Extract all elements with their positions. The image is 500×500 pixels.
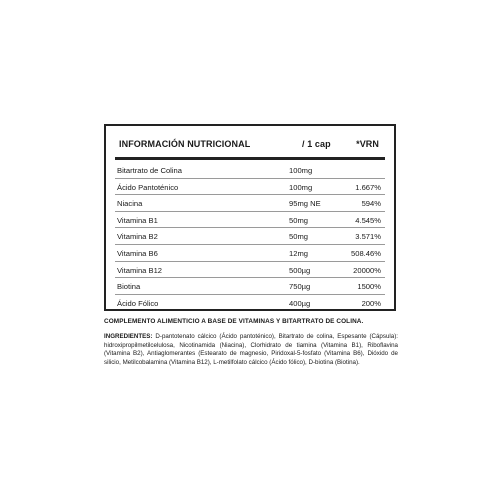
table-row <box>115 278 385 295</box>
product-description: COMPLEMENTO ALIMENTICIO A BASE DE VITAMINAS Y BITARTRATO DE COLINA. <box>104 318 364 325</box>
nutrient-name: Ácido Fólico <box>117 298 159 308</box>
nutrient-name: Vitamina B12 <box>117 265 163 275</box>
table-title: INFORMACIÓN NUTRICIONAL <box>119 139 251 149</box>
nutrient-vrn: 20000% <box>353 265 381 275</box>
quantity-header: / 1 cap <box>302 139 331 149</box>
nutrient-amount: 100mg <box>289 182 313 192</box>
nutrient-name: Niacina <box>117 199 143 209</box>
nutrient-amount: 500µg <box>289 265 311 275</box>
nutrient-amount: 50mg <box>289 215 308 225</box>
header-divider <box>115 157 385 160</box>
nutrient-vrn: 594% <box>361 199 381 209</box>
table-row <box>115 262 385 279</box>
ingredients-label: INGREDIENTES: <box>104 333 153 340</box>
nutrient-name: Biotina <box>117 282 141 292</box>
table-row <box>115 295 385 311</box>
table-row <box>115 212 385 229</box>
ingredients-text: D-pantotenato cálcico (Ácido pantoténico), Bitartrato de colina, Espesante (Cápsula): hidroxipropilmetilcelulosa, Nicotinamida (Niacina), Clorhidrato de tiamina (Vitamina B1), Riboflavina (Vitamina B2), Antiaglomerantes (Estearato de magnesio, Piridoxal-5-fosfato (Vitamina B6), Dióxido de silicio, Metilcobalamina (Vitamina B12), L-metilfolato cálcico (Ácido fólico), D-biotina (Biotina). <box>104 333 398 366</box>
nutrient-amount: 12mg <box>289 248 308 258</box>
nutrient-vrn: 3.571% <box>355 232 381 242</box>
nutrient-amount: 100mg <box>289 166 313 175</box>
nutrient-name: Ácido Pantoténico <box>117 182 179 192</box>
nutrient-vrn: 4.545% <box>355 215 381 225</box>
nutrient-vrn: 508.46% <box>351 248 381 258</box>
table-header <box>106 126 394 159</box>
table-row <box>115 195 385 212</box>
table-row <box>115 245 385 262</box>
nutrient-name: Bitartrato de Colina <box>117 166 183 175</box>
nutrient-name: Vitamina B1 <box>117 215 158 225</box>
table-body <box>115 162 385 310</box>
ingredients-paragraph <box>104 333 398 367</box>
nutrient-vrn: 200% <box>361 298 381 308</box>
nutrition-table <box>104 124 396 311</box>
table-row <box>115 179 385 196</box>
nutrient-amount: 750µg <box>289 282 311 292</box>
nutrient-vrn: 1.667% <box>355 182 381 192</box>
nutrient-amount: 400µg <box>289 298 311 308</box>
nutrient-name: Vitamina B6 <box>117 248 158 258</box>
nutrient-name: Vitamina B2 <box>117 232 158 242</box>
table-row <box>115 162 385 179</box>
nutrient-amount: 50mg <box>289 232 308 242</box>
table-row <box>115 228 385 245</box>
vrn-header: *VRN <box>356 139 379 149</box>
nutrient-amount: 95mg NE <box>289 199 321 209</box>
nutrient-vrn: 1500% <box>357 282 381 292</box>
